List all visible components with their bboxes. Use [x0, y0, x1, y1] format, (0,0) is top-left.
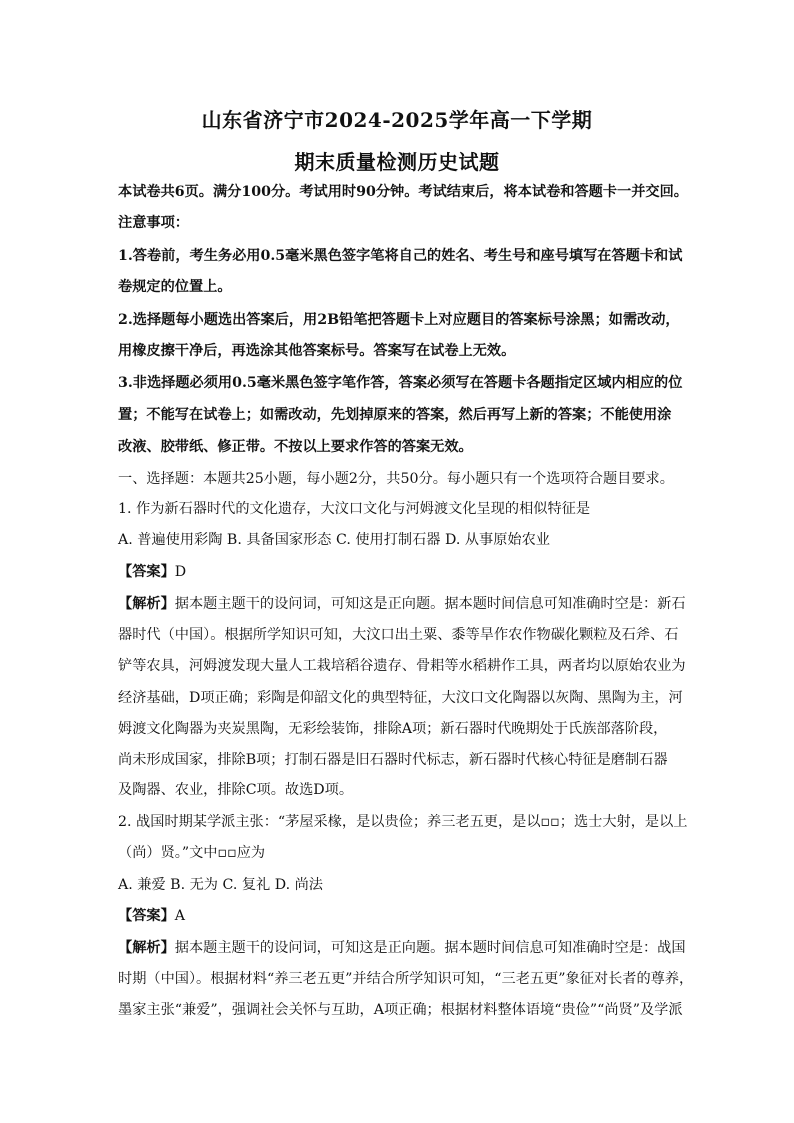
analysis-line: 经济基础，D项正确；彩陶是仰韶文化的典型特征，大汶口文化陶器以灰陶、黑陶为主，河	[118, 690, 683, 706]
notice-item-3: 3.非选择题必须用0.5毫米黑色签字笔作答，答案必须写在答题卡各题指定区域内相应的位	[118, 375, 683, 391]
section-heading: 一、选择题：本题共25小题，每小题2分，共50分。每小题只有一个选项符合题目要求。	[118, 471, 674, 487]
notice-item-2-cont: 用橡皮擦干净后，再选涂其他答案标号。答案写在试卷上无效。	[118, 343, 516, 359]
notice-item-1: 1.答卷前，考生务必用0.5毫米黑色签字笔将自己的姓名、考生号和座号填写在答题卡和试	[118, 248, 683, 264]
answer-tag: 【答案】	[118, 908, 175, 924]
analysis-tag: 【解析】	[118, 940, 175, 956]
analysis-line: 时期（中国）。根据材料“养三老五更”并结合所学知识可知，“三老五更”象征对长者的尊养，	[118, 971, 694, 987]
answer-value: D	[174, 564, 187, 580]
question-2-answer	[118, 906, 684, 926]
answer-tag: 【答案】	[118, 564, 175, 580]
notice-item-3-cont1: 置；不能写在试卷上；如需改动，先划掉原来的答案，然后再写上新的答案；不能使用涂	[118, 407, 672, 423]
notice-item-1-cont: 卷规定的位置上。	[118, 279, 232, 295]
document-title-line2: 期末质量检测历史试题	[294, 150, 500, 174]
analysis-text: 据本题主题干的设问词，可知这是正向题。据本题时间信息可知准确时空是：战国	[174, 940, 686, 956]
question-2-analysis	[118, 938, 684, 958]
question-2-options: A. 兼爱 B. 无为 C. 复礼 D. 尚法	[118, 877, 323, 893]
analysis-line: 铲等农具，河姆渡发现大量人工栽培稻谷遗存、骨耜等水稻耕作工具，两者均以原始农业为	[118, 658, 686, 674]
question-2-stem-cont: （尚）贤。”文中▫▫应为	[118, 845, 266, 861]
question-1-stem: 1. 作为新石器时代的文化遗存，大汶口文化与河姆渡文化呈现的相似特征是	[118, 501, 591, 517]
question-2-stem: 2. 战国时期某学派主张：“茅屋采椽，是以贵俭；养三老五更，是以▫▫；选士大射，是以上	[118, 814, 688, 830]
question-1-options: A. 普遍使用彩陶 B. 具备国家形态 C. 使用打制石器 D. 从事原始农业	[118, 532, 550, 548]
analysis-tag: 【解析】	[118, 596, 175, 612]
analysis-line: 墨家主张“兼爱”，强调社会关怀与互助，A项正确；根据材料整体语境“贵俭”“尚贤”及学派	[118, 1002, 683, 1018]
analysis-line: 及陶器、农业，排除C项。故选D项。	[118, 782, 354, 798]
answer-value: A	[174, 908, 186, 924]
question-1-answer	[118, 562, 684, 582]
document-title-line1: 山东省济宁市2024-2025学年高一下学期	[201, 108, 593, 132]
notice-item-3-cont2: 改液、胶带纸、修正带。不按以上要求作答的答案无效。	[118, 439, 473, 455]
analysis-text: 据本题主题干的设问词，可知这是正向题。据本题时间信息可知准确时空是：新石	[174, 596, 686, 612]
analysis-line: 器时代（中国）。根据所学知识可知，大汶口出土粟、黍等旱作农作物碳化颗粒及石斧、石	[118, 627, 679, 643]
question-1-analysis	[118, 594, 684, 614]
intro-line: 本试卷共6页。满分100分。考试用时90分钟。考试结束后，将本试卷和答题卡一并交回。	[118, 184, 688, 200]
notice-heading: 注意事项：	[118, 215, 189, 231]
analysis-line: 尚未形成国家，排除B项；打制石器是旧石器时代标志，新石器时代核心特征是磨制石器	[118, 752, 668, 768]
notice-item-2: 2.选择题每小题选出答案后，用2B铅笔把答题卡上对应题目的答案标号涂黑；如需改动，	[118, 312, 680, 328]
analysis-line: 姆渡文化陶器为夹炭黑陶，无彩绘装饰，排除A项；新石器时代晚期处于氏族部落阶段，	[118, 721, 668, 737]
